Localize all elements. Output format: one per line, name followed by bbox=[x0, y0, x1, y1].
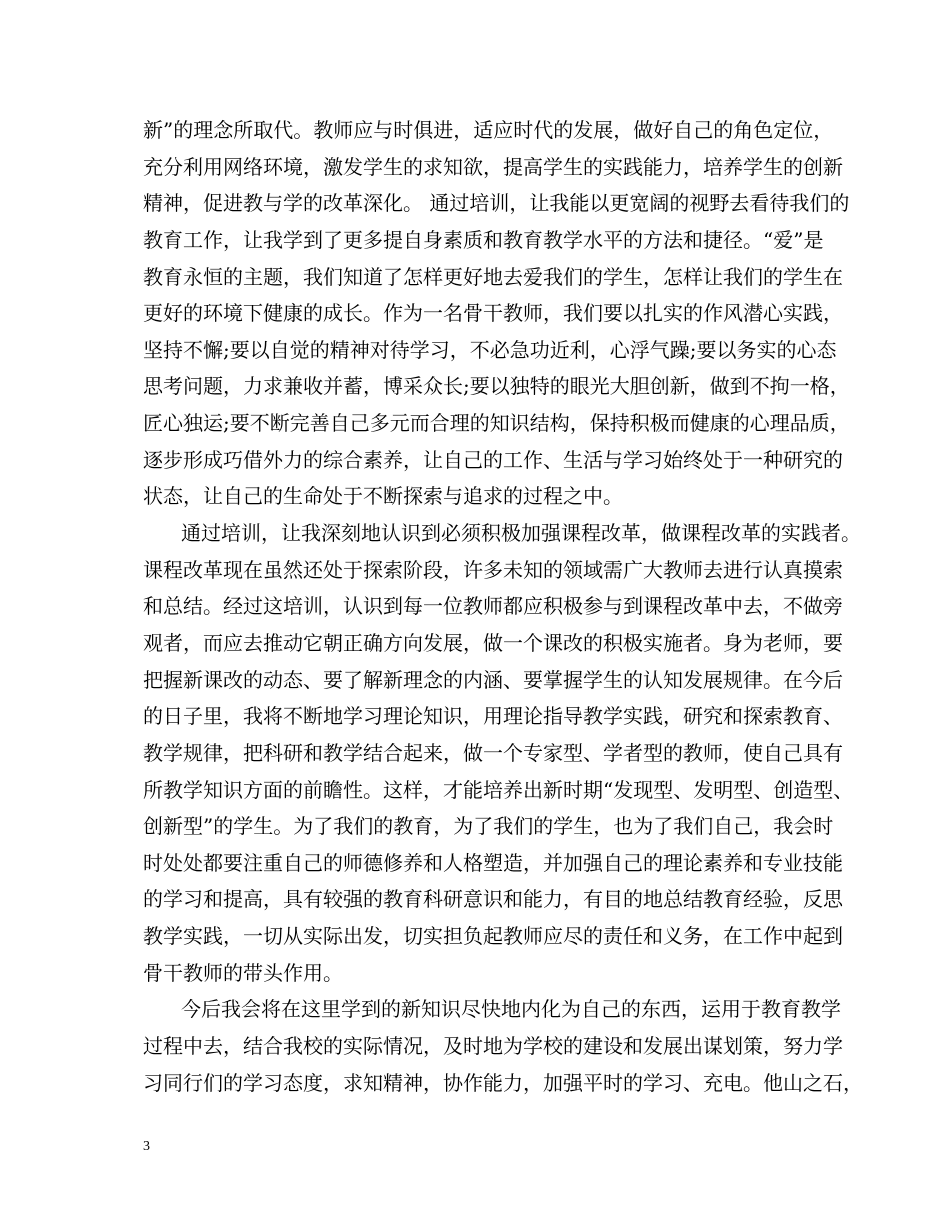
paragraph-first-line: 今后我会将在这里学到的新知识尽快地内化为自己的东西，运用于教育教学 bbox=[181, 997, 841, 1022]
text-line: 观者，而应去推动它朝正确方向发展，做一个课改的积极实施者。身为老师，要 bbox=[143, 630, 843, 655]
text-line: 精神，促进教与学的改革深化。 通过培训，让我能以更宽阔的视野去看待我们的 bbox=[143, 191, 850, 216]
text-line: 课程改革现在虽然还处于探索阶段，许多未知的领域需广大教师去进行认真摸索 bbox=[143, 557, 843, 582]
text-line: 新”的理念所取代。教师应与时俱进，适应时代的发展，做好自己的角色定位， bbox=[143, 118, 834, 142]
text-line: 充分利用网络环境，激发学生的求知欲，提高学生的实践能力，培养学生的创新 bbox=[143, 154, 843, 179]
text-line: 教育永恒的主题，我们知道了怎样更好地去爱我们的学生，怎样让我们的学生在 bbox=[143, 264, 843, 289]
text-line: 教学实践，一切从实际出发，切实担负起教师应尽的责任和义务，在工作中起到 bbox=[143, 924, 843, 949]
text-line: 更好的环境下健康的成长。作为一名骨干教师，我们要以扎实的作风潜心实践， bbox=[143, 301, 843, 326]
body-text bbox=[143, 112, 863, 1101]
text-line: 匠心独运;要不断完善自己多元而合理的知识结构，保持积极而健康的心理品质， bbox=[143, 411, 850, 436]
text-line: 状态，让自己的生命处于不断探索与追求的过程之中。 bbox=[143, 484, 623, 509]
text-line: 所教学知识方面的前瞻性。这样，才能培养出新时期“发现型、发明型、创造型、 bbox=[143, 777, 854, 802]
page-number: 3 bbox=[143, 1139, 150, 1154]
text-line: 创新型”的学生。为了我们的教育，为了我们的学生，也为了我们自己，我会时 bbox=[143, 814, 834, 839]
text-line: 骨干教师的带头作用。 bbox=[143, 960, 343, 985]
text-line: 思考问题，力求兼收并蓄，博采众长;要以独特的眼光大胆创新，做到不拘一格， bbox=[143, 374, 850, 399]
text-line: 和总结。经过这培训，认识到每一位教师都应积极参与到课程改革中去，不做旁 bbox=[143, 594, 843, 619]
text-line: 教学规律，把科研和教学结合起来，做一个专家型、学者型的教师，使自己具有 bbox=[143, 740, 843, 765]
text-line: 把握新课改的动态、要了解新理念的内涵、要掌握学生的认知发展规律。在今后 bbox=[143, 667, 843, 692]
text-line: 的学习和提高，具有较强的教育科研意识和能力，有目的地总结教育经验，反思 bbox=[143, 887, 843, 912]
text-line: 时处处都要注重自己的师德修养和人格塑造，并加强自己的理论素养和专业技能 bbox=[143, 850, 843, 875]
text-line: 的日子里，我将不断地学习理论知识，用理论指导教学实践，研究和探索教育、 bbox=[143, 704, 843, 729]
text-line: 教育工作，让我学到了更多提自身素质和教育教学水平的方法和捷径。“爱”是 bbox=[143, 227, 824, 252]
text-line: 过程中去，结合我校的实际情况，及时地为学校的建设和发展出谋划策，努力学 bbox=[143, 1034, 843, 1059]
text-line: 习同行们的学习态度，求知精神，协作能力，加强平时的学习、充电。他山之石， bbox=[143, 1070, 863, 1095]
text-line: 逐步形成巧借外力的综合素养，让自己的工作、生活与学习始终处于一种研究的 bbox=[143, 447, 843, 472]
text-line: 坚持不懈;要以自觉的精神对待学习，不必急功近利，心浮气躁;要以务实的心态 bbox=[143, 337, 837, 362]
paragraph-first-line: 通过培训，让我深刻地认识到必须积极加强课程改革，做课程改革的实践者。 bbox=[181, 521, 861, 546]
